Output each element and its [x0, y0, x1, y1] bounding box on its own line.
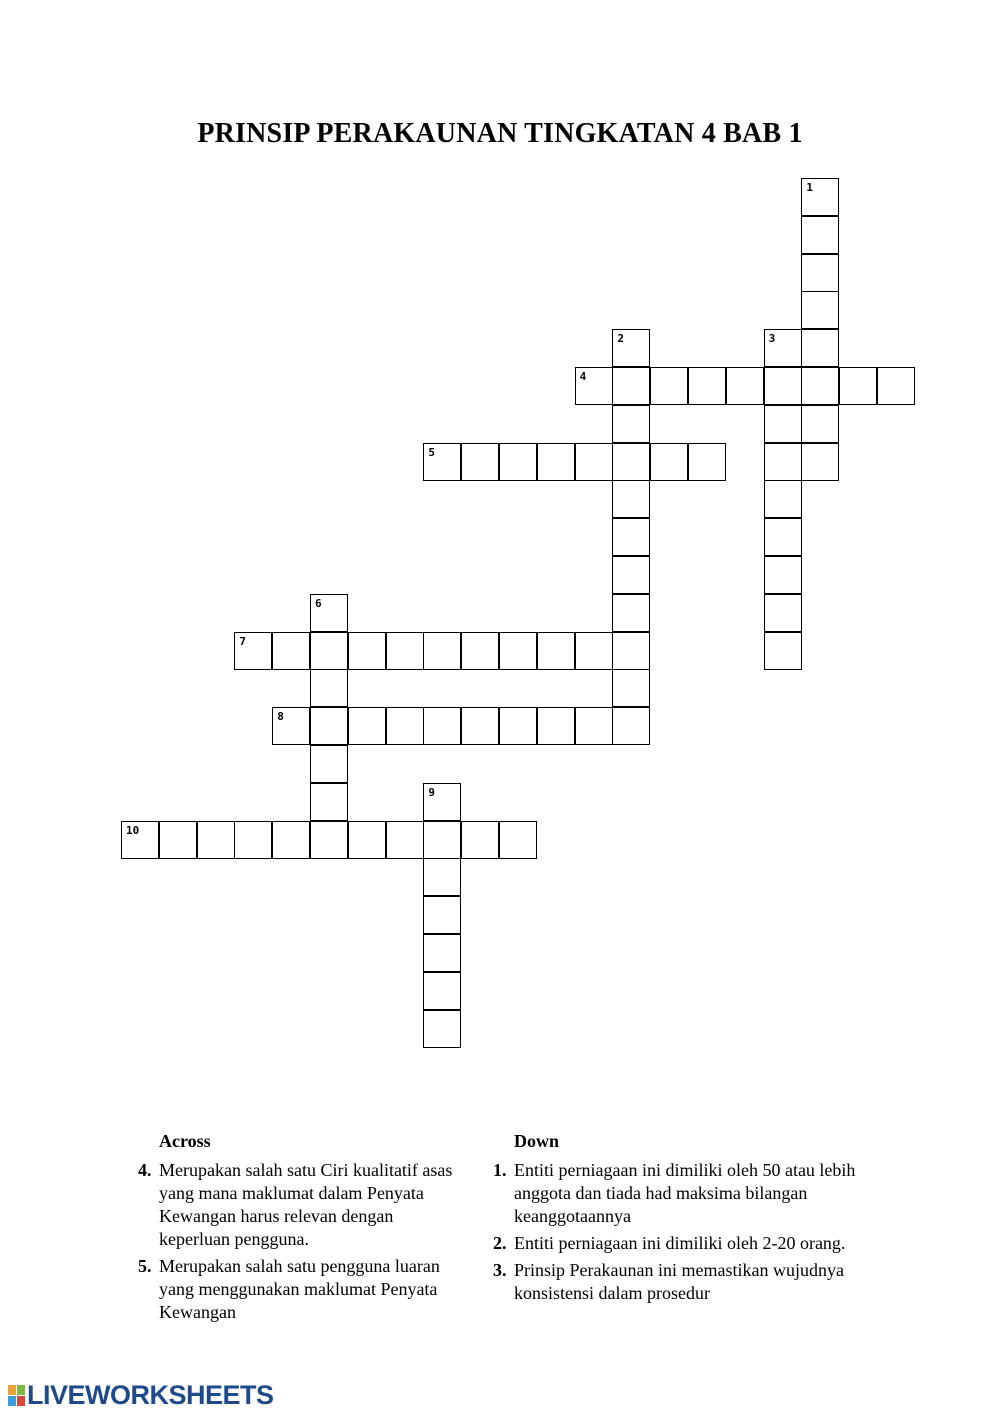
crossword-cell[interactable] [764, 556, 802, 594]
crossword-cell[interactable] [423, 707, 461, 745]
crossword-cell[interactable] [234, 632, 272, 670]
crossword-cell[interactable] [764, 480, 802, 518]
crossword-cell[interactable] [801, 254, 839, 292]
clue-number-label: 5 [428, 445, 436, 459]
crossword-cell[interactable] [537, 632, 575, 670]
crossword-cell[interactable] [612, 480, 650, 518]
crossword-cell[interactable] [801, 367, 839, 405]
crossword-cell[interactable] [764, 632, 802, 670]
logo-blocks-icon [8, 1385, 25, 1406]
liveworksheets-logo [8, 1380, 274, 1411]
crossword-cell[interactable] [272, 632, 310, 670]
crossword-cell[interactable] [612, 707, 650, 745]
clue-number: 5. [138, 1256, 152, 1276]
clue-number: 4. [138, 1160, 152, 1180]
crossword-cell[interactable] [537, 707, 575, 745]
crossword-cell[interactable] [423, 443, 461, 481]
crossword-cell[interactable] [764, 405, 802, 443]
crossword-cell[interactable] [272, 707, 310, 745]
clue-number: 2. [493, 1233, 507, 1253]
crossword-cell[interactable] [612, 518, 650, 556]
crossword-cell[interactable] [234, 821, 272, 859]
crossword-cell[interactable] [839, 367, 877, 405]
crossword-cell[interactable] [310, 632, 348, 670]
page-title: PRINSIP PERAKAUNAN TINGKATAN 4 BAB 1 [197, 118, 803, 149]
crossword-cell[interactable] [612, 405, 650, 443]
across-clue-5 [138, 1255, 468, 1324]
crossword-cell[interactable] [386, 707, 424, 745]
crossword-cell[interactable] [575, 632, 613, 670]
crossword-cell[interactable] [650, 367, 688, 405]
crossword-cell[interactable] [612, 556, 650, 594]
crossword-cell[interactable] [423, 821, 461, 859]
crossword-cell[interactable] [386, 632, 424, 670]
crossword-cell[interactable] [423, 972, 461, 1010]
across-heading: Across [159, 1131, 211, 1151]
crossword-cell[interactable] [764, 329, 802, 367]
clue-number-label: 9 [428, 785, 436, 799]
crossword-cell[interactable] [764, 367, 802, 405]
clue-text: Entiti perniagaan ini dimiliki oleh 50 atau lebih anggota dan tiada had maksima bilangan keanggotaannya [514, 1160, 856, 1226]
crossword-cell[interactable] [423, 934, 461, 972]
clue-number-label: 3 [768, 332, 776, 346]
crossword-cell[interactable] [726, 367, 764, 405]
crossword-cell[interactable] [801, 178, 839, 216]
crossword-cell[interactable] [612, 594, 650, 632]
clue-text: Merupakan salah satu pengguna luaran yang menggunakan maklumat Penyata Kewangan [159, 1256, 440, 1322]
crossword-cell[interactable] [801, 291, 839, 329]
across-clue-4 [138, 1159, 468, 1251]
crossword-cell[interactable] [612, 669, 650, 707]
crossword-cell[interactable] [499, 707, 537, 745]
crossword-cell[interactable] [688, 443, 726, 481]
clue-number-label: 8 [277, 710, 284, 724]
crossword-cell[interactable] [423, 896, 461, 934]
logo-text: LIVEWORKSHEETS [27, 1380, 274, 1410]
crossword-cell[interactable] [764, 518, 802, 556]
crossword-cell[interactable] [461, 821, 499, 859]
crossword-cell[interactable] [764, 594, 802, 632]
crossword-cell[interactable] [688, 367, 726, 405]
clue-number-label: 10 [126, 823, 140, 837]
crossword-cell[interactable] [801, 329, 839, 367]
down-clue-1 [493, 1159, 863, 1228]
crossword-cell[interactable] [310, 745, 348, 783]
crossword-cell[interactable] [499, 443, 537, 481]
crossword-cell[interactable] [801, 216, 839, 254]
down-clues [493, 1130, 863, 1309]
crossword-cell[interactable] [575, 367, 613, 405]
across-clues [138, 1130, 468, 1328]
crossword-cell[interactable] [159, 821, 197, 859]
crossword-cell[interactable] [272, 821, 310, 859]
crossword-cell[interactable] [348, 821, 386, 859]
crossword-cell[interactable] [121, 821, 159, 859]
crossword-cell[interactable] [348, 707, 386, 745]
clue-number: 1. [493, 1160, 507, 1180]
crossword-cell[interactable] [764, 443, 802, 481]
crossword-cell[interactable] [423, 1010, 461, 1048]
crossword-cell[interactable] [499, 632, 537, 670]
crossword-cell[interactable] [423, 632, 461, 670]
clue-text: Merupakan salah satu Ciri kualitatif asas yang mana maklumat dalam Penyata Kewangan harus relevan dengan keperluan pengguna. [159, 1160, 453, 1249]
clue-number: 3. [493, 1260, 507, 1280]
crossword-cell[interactable] [612, 443, 650, 481]
crossword-cell[interactable] [575, 443, 613, 481]
crossword-cell[interactable] [461, 632, 499, 670]
crossword-cell[interactable] [461, 707, 499, 745]
crossword-cell[interactable] [537, 443, 575, 481]
crossword-cell[interactable] [801, 405, 839, 443]
crossword-cell[interactable] [310, 669, 348, 707]
crossword-cell[interactable] [310, 707, 348, 745]
clue-number-label: 4 [579, 370, 587, 383]
clue-number-label: 2 [617, 332, 625, 346]
crossword-cell[interactable] [348, 632, 386, 670]
clue-number-label: 6 [315, 596, 322, 610]
crossword-cell[interactable] [423, 858, 461, 896]
crossword-cell[interactable] [612, 367, 650, 405]
crossword-cell[interactable] [877, 367, 915, 405]
clue-number-label: 1 [806, 181, 814, 194]
down-heading: Down [514, 1131, 560, 1151]
crossword-cell[interactable] [423, 783, 461, 821]
crossword-cell[interactable] [310, 783, 348, 821]
clue-text: Entiti perniagaan ini dimiliki oleh 2-20 orang. [514, 1233, 846, 1253]
crossword-cell[interactable] [461, 443, 499, 481]
crossword-cell[interactable] [499, 821, 537, 859]
crossword-cell[interactable] [612, 329, 650, 367]
crossword-cell[interactable] [575, 707, 613, 745]
crossword-cell[interactable] [197, 821, 235, 859]
crossword-cell[interactable] [310, 821, 348, 859]
clue-text: Prinsip Perakaunan ini memastikan wujudnya konsistensi dalam prosedur [514, 1260, 844, 1303]
crossword-cell[interactable] [612, 632, 650, 670]
crossword-cell[interactable] [650, 443, 688, 481]
down-clue-2 [493, 1232, 863, 1255]
crossword-cell[interactable] [310, 594, 348, 632]
crossword-cell[interactable] [386, 821, 424, 859]
down-clue-3 [493, 1259, 863, 1305]
clue-number-label: 7 [239, 634, 247, 648]
crossword-cell[interactable] [801, 443, 839, 481]
